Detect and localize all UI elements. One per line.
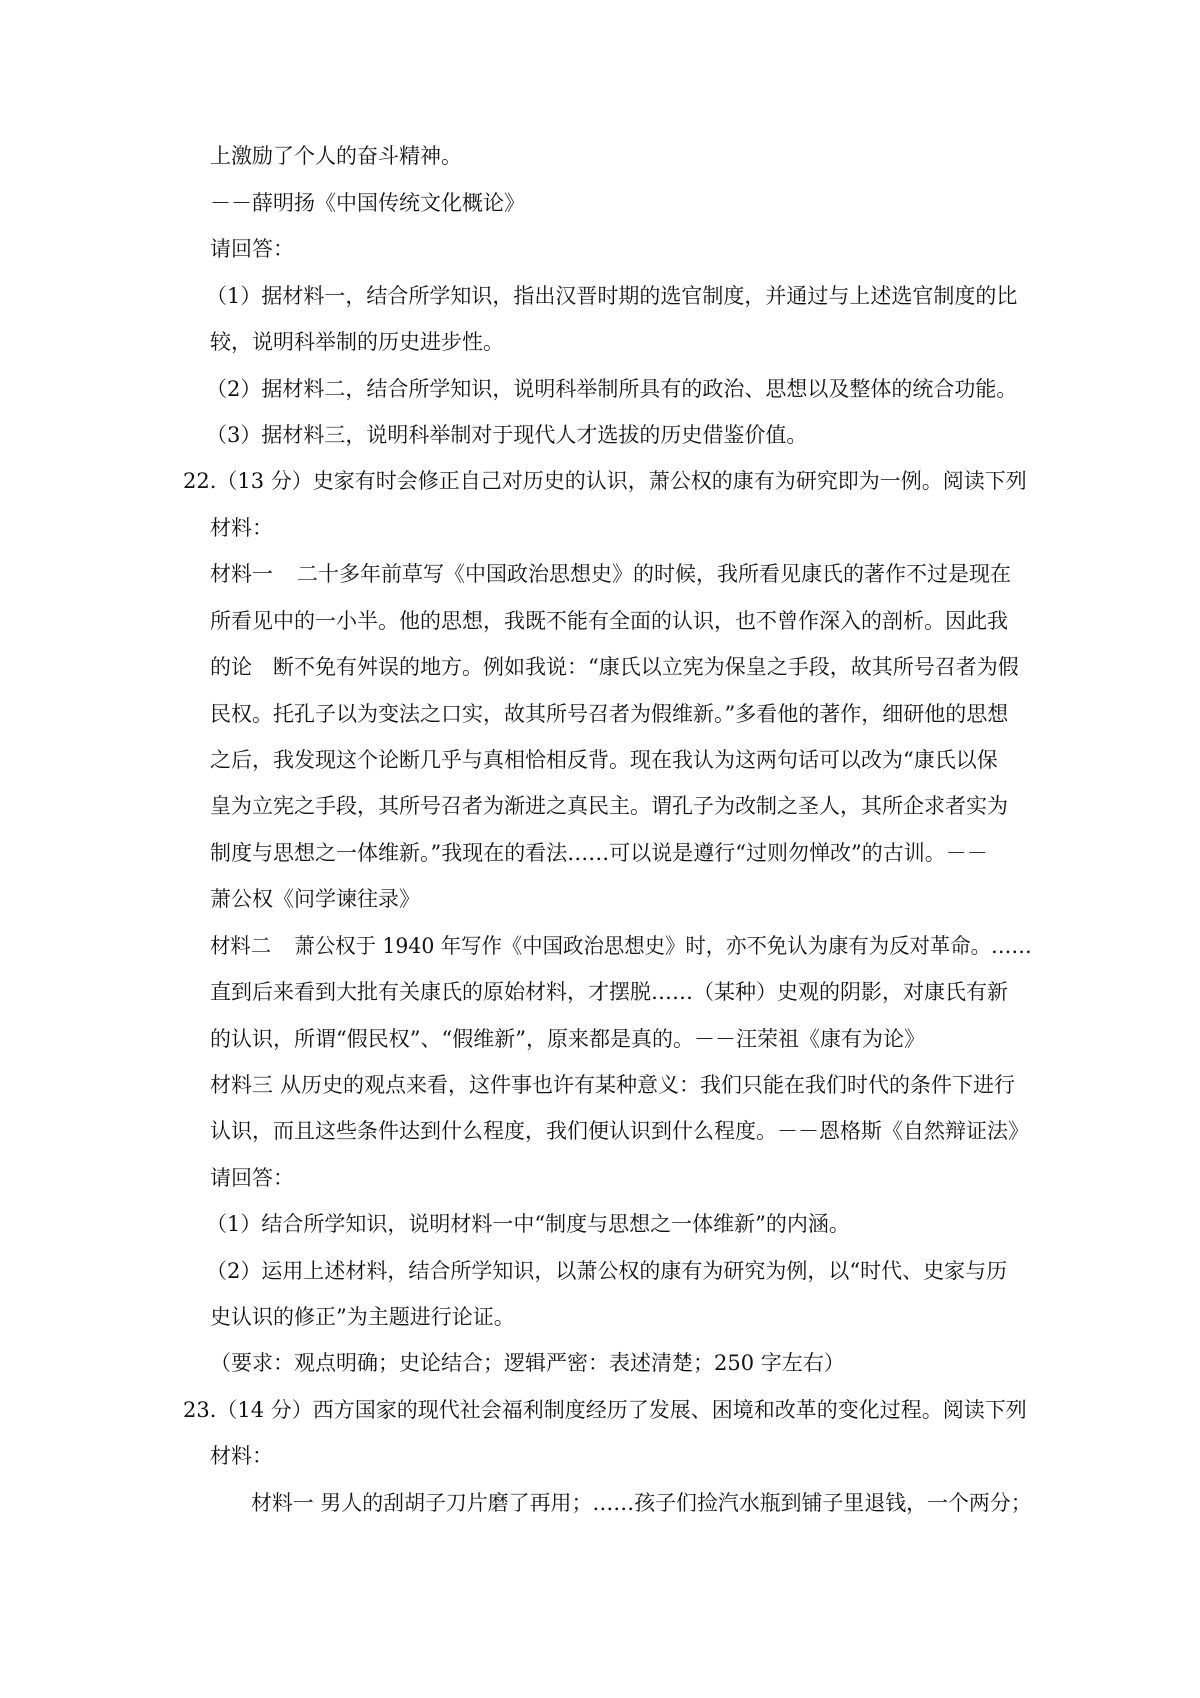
q22-material3-line0	[210, 1070, 1015, 1100]
q21-sub3: （3）据材料三，说明科举制对于现代人才选拔的历史借鉴价值。	[206, 423, 808, 447]
q22-material1-text: 二十多年前草写《中国政治思想史》的时候，我所看见康氏的著作不过是现在	[297, 562, 1011, 586]
q22-material1-label: 材料一	[210, 562, 273, 586]
q21-text-tail: 上激励了个人的奋斗精神。	[210, 144, 462, 168]
q21-prompt: 请回答：	[210, 237, 294, 261]
q22-material2-line2: 的认识，所谓“假民权”、“假维新”，原来都是真的。－－汪荣祖《康有为论》	[210, 1027, 925, 1051]
q22-intro-tail: 材料：	[210, 516, 273, 540]
q22-material1-line7: 萧公权《问学谏往录》	[210, 887, 420, 911]
q23-intro-tail: 材料：	[210, 1444, 273, 1468]
q22-material3-line1: 认识，而且这些条件达到什么程度，我们便认识到什么程度。－－恩格斯《自然辩证法》	[210, 1119, 1029, 1143]
q22-material2-line1: 直到后来看到大批有关康氏的原始材料，才摆脱……（某种）史观的阴影，对康氏有新	[210, 980, 1008, 1004]
q22-material1-line1: 所看见中的一小半。他的思想，我既不能有全面的认识，也不曾作深入的剖析。因此我	[210, 609, 1008, 633]
q22-sub2-line1: （2）运用上述材料，结合所学知识，以萧公权的康有为研究为例，以“时代、史家与历	[206, 1259, 1008, 1283]
q22-material3-label: 材料三	[210, 1073, 273, 1097]
q22-material2-label: 材料二	[210, 934, 272, 958]
q22-requirement: （要求：观点明确；史论结合；逻辑严密：表述清楚；250 字左右）	[210, 1351, 845, 1375]
q22-material1-line2: 的论 断不免有舛误的地方。例如我说：“康氏以立宪为保皇之手段，故其所号召者为假	[210, 655, 1019, 679]
q22-material2-text: 萧公权于 1940 年写作《中国政治思想史》时，亦不免认为康有为反对革命。……	[294, 934, 1032, 958]
q22-material1-line4: 之后，我发现这个论断几乎与真相恰相反背。现在我认为这两句话可以改为“康氏以保	[210, 748, 998, 772]
q22-material3-text: 从历史的观点来看，这件事也许有某种意义：我们只能在我们时代的条件下进行	[280, 1073, 1015, 1097]
q21-source: －－薛明扬《中国传统文化概论》	[210, 191, 525, 215]
q21-sub1-line2: 较，说明科举制的历史进步性。	[210, 330, 504, 354]
q22-material1-line0	[210, 559, 1011, 589]
q23-number-line: 23.（14 分）西方国家的现代社会福利制度经历了发展、困境和改革的变化过程。阅读下列	[183, 1398, 1027, 1422]
q21-sub1-line1: （1）据材料一，结合所学知识，指出汉晋时期的选官制度，并通过与上述选官制度的比	[206, 284, 1018, 308]
q22-material2-line0	[210, 931, 1032, 961]
q22-prompt: 请回答：	[210, 1166, 294, 1190]
q22-material1-line5: 皇为立宪之手段，其所号召者为渐进之真民主。谓孔子为改制之圣人，其所企求者实为	[210, 794, 1008, 818]
q23-material1-line: 材料一 男人的刮胡子刀片磨了再用；……孩子们捡汽水瓶到铺子里退钱，一个两分；	[251, 1491, 1032, 1515]
q22-material1-line3: 民权。托孔子以为变法之口实，故其所号召者为假维新。”多看他的著作，细研他的思想	[210, 702, 1009, 726]
q22-number-line: 22.（13 分）史家有时会修正自己对历史的认识，萧公权的康有为研究即为一例。阅读下列	[183, 469, 1027, 493]
q22-material1-line6: 制度与思想之一体维新。”我现在的看法……可以说是遵行“过则勿惮改”的古训。－－	[210, 841, 988, 865]
q21-sub2: （2）据材料二，结合所学知识，说明科举制所具有的政治、思想以及整体的统合功能。	[206, 377, 1018, 401]
q22-sub2-line2: 史认识的修正”为主题进行论证。	[210, 1305, 515, 1329]
q22-sub1: （1）结合所学知识，说明材料一中“制度与思想之一体维新”的内涵。	[206, 1212, 850, 1236]
